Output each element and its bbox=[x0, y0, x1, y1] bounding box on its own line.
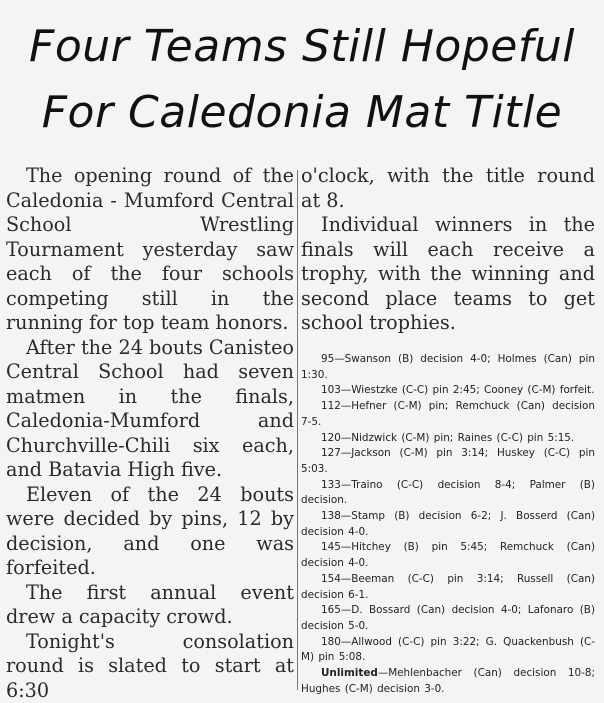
paragraph-title-round: o'clock, with the title round at 8. bbox=[301, 164, 595, 213]
paragraph-opening-round: The opening round of the Caledonia - Mumford Central School Wrestling Tournament yesterday saw each of the four schools competing still in the running for top team honors. bbox=[6, 164, 294, 336]
result-154: 154—Beeman (C-C) pin 3:14; Russell (Can) decision 6-1. bbox=[301, 572, 595, 603]
headline-line-1: Four Teams Still Hopeful bbox=[0, 0, 604, 80]
result-120: 120—Nidzwick (C-M) pin; Raines (C-C) pin 5:15. bbox=[301, 431, 595, 447]
result-unlimited-weight: Unlimited bbox=[321, 667, 378, 679]
paragraph-consolation: Tonight's consolation round is slated to start at 6:30 bbox=[6, 630, 294, 703]
result-unlimited bbox=[301, 666, 595, 697]
result-103: 103—Wiestzke (C-C) pin 2:45; Cooney (C-M) forfeit. bbox=[301, 383, 595, 399]
article-left-column bbox=[6, 164, 294, 703]
headline bbox=[0, 0, 604, 160]
result-112: 112—Hefner (C-M) pin; Remchuck (Can) decision 7-5. bbox=[301, 399, 595, 430]
result-133: 133—Traino (C-C) decision 8-4; Palmer (B) decision. bbox=[301, 478, 595, 509]
bout-results bbox=[301, 352, 595, 697]
result-95: 95—Swanson (B) decision 4-0; Holmes (Can) pin 1:30. bbox=[301, 352, 595, 383]
result-138: 138—Stamp (B) decision 6-2; J. Bosserd (Can) decision 4-0. bbox=[301, 509, 595, 540]
paragraph-pins: Eleven of the 24 bouts were decided by pins, 12 by decision, and one was forfeited. bbox=[6, 483, 294, 581]
result-145: 145—Hitchey (B) pin 5:45; Remchuck (Can) decision 4-0. bbox=[301, 540, 595, 571]
result-unlimited-text: —Mehlenbacher (Can) decision 10-8; Hughes (C-M) decision 3-0. bbox=[301, 667, 595, 695]
column-divider bbox=[297, 170, 298, 690]
result-165: 165—D. Bossard (Can) decision 4-0; Lafonaro (B) decision 5-0. bbox=[301, 603, 595, 634]
paragraph-finalists: After the 24 bouts Canisteo Central School had seven matmen in the finals, Caledonia-Mumford and Churchville-Chili six each, and Batavia High five. bbox=[6, 336, 294, 483]
article-right-column bbox=[301, 164, 595, 336]
result-127: 127—Jackson (C-M) pin 3:14; Huskey (C-C) pin 5:03. bbox=[301, 446, 595, 477]
paragraph-trophies: Individual winners in the finals will each receive a trophy, with the winning and second place teams to get school trophies. bbox=[301, 213, 595, 336]
paragraph-crowd: The first annual event drew a capacity crowd. bbox=[6, 581, 294, 630]
result-180: 180—Allwood (C-C) pin 3:22; G. Quackenbush (C-M) pin 5:08. bbox=[301, 635, 595, 666]
headline-line-2: For Caledonia Mat Title bbox=[0, 80, 604, 146]
